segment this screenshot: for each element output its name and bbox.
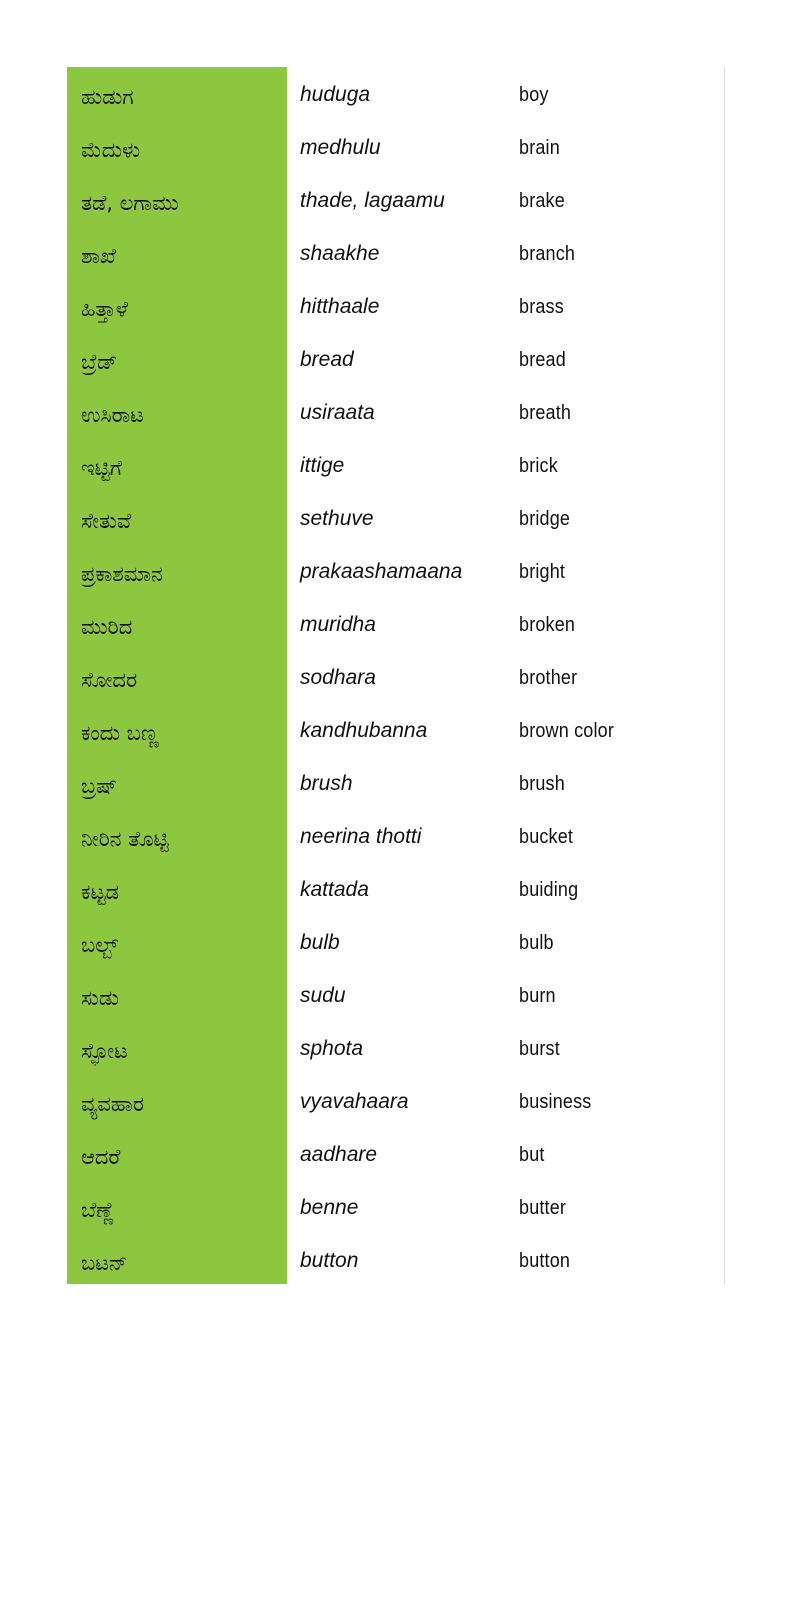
transliteration: sethuve [300,507,374,530]
transliteration: hitthaale [300,295,380,318]
kannada-word: ಬೆಣ್ಣೆ [81,1198,115,1222]
english-meaning: bulb [519,932,554,954]
kannada-word: ತಡೆ, ಲಗಾಮು [81,191,179,215]
table-row [67,650,725,703]
transliteration: brush [300,772,353,795]
kannada-word: ಉಸಿರಾಟ [81,403,144,427]
kannada-word: ಸುಡು [81,986,119,1010]
kannada-word: ಸೋದರ [81,668,138,692]
kannada-word: ನೀರಿನ ತೊಟ್ಟಿ [81,827,169,851]
table-row [67,862,725,915]
transliteration: aadhare [300,1143,378,1166]
kannada-word: ಬಟನ್ [81,1251,128,1275]
english-meaning: brain [519,137,560,159]
table-row [67,968,725,1021]
english-meaning: butter [519,1197,567,1219]
table-row [67,809,725,862]
vocabulary-table [67,67,725,1284]
english-meaning: boy [519,84,549,106]
table-row [67,1021,725,1074]
english-meaning: branch [519,243,576,265]
english-meaning: bucket [519,826,574,848]
table-row [67,544,725,597]
english-meaning: brother [519,667,578,689]
table-row [67,915,725,968]
kannada-word: ಹಿತ್ತಾಳೆ [81,297,128,321]
transliteration: sodhara [300,666,376,689]
english-meaning: button [519,1250,571,1272]
table-row [67,703,725,756]
kannada-word: ಬ್ರೆಡ್ [81,350,118,374]
kannada-word: ಬ್ರಷ್ [81,774,118,798]
transliteration: benne [300,1196,359,1219]
table-row [67,279,725,332]
english-meaning: brick [519,455,558,477]
english-meaning: buiding [519,879,579,901]
transliteration: muridha [300,613,376,636]
kannada-word: ಹುಡುಗ [81,85,134,109]
table-row [67,491,725,544]
table-row [67,67,725,120]
kannada-word: ಸೇತುವೆ [81,509,132,533]
kannada-word: ಸ್ಫೋಟ [81,1039,128,1063]
transliteration: kattada [300,878,369,901]
kannada-word: ಕಂದು ಬಣ್ಣ [81,721,159,745]
kannada-word: ಪ್ರಕಾಶಮಾನ [81,562,163,586]
english-meaning: brass [519,296,564,318]
english-meaning: bread [519,349,566,371]
transliteration: thade, lagaamu [300,189,445,212]
table-row [67,332,725,385]
table-row [67,756,725,809]
kannada-word: ಆದರೆ [81,1145,121,1169]
kannada-word: ಕಟ್ಟಡ [81,880,120,904]
kannada-word: ಮುರಿದ [81,615,133,639]
kannada-word: ಬಲ್ಬ್ [81,933,119,957]
table-row [67,597,725,650]
table-row [67,1074,725,1127]
kannada-word: ಮೆದುಳು [81,138,141,162]
transliteration: button [300,1249,359,1272]
transliteration: ittige [300,454,345,477]
kannada-word: ಇಟ್ಟಿಗೆ [81,456,123,480]
transliteration: huduga [300,83,371,106]
transliteration: kandhubanna [300,719,428,742]
english-meaning: breath [519,402,572,424]
english-meaning: bright [519,561,566,583]
transliteration: vyavahaara [300,1090,409,1113]
transliteration: sphota [300,1037,364,1060]
transliteration: shaakhe [300,242,380,265]
english-meaning: burn [519,985,556,1007]
transliteration: medhulu [300,136,381,159]
table-row [67,226,725,279]
table-row [67,385,725,438]
table-row [67,173,725,226]
transliteration: bread [300,348,354,371]
transliteration: bulb [300,931,340,954]
english-meaning: brake [519,190,565,212]
transliteration: usiraata [300,401,375,424]
vocabulary-rows [67,67,725,1286]
english-meaning: burst [519,1038,560,1060]
english-meaning: brush [519,773,565,795]
english-meaning: broken [519,614,576,636]
transliteration: neerina thotti [300,825,422,848]
table-row [67,1180,725,1233]
table-row [67,438,725,491]
english-meaning: brown color [519,720,615,742]
english-meaning: bridge [519,508,571,530]
transliteration: prakaashamaana [300,560,463,583]
kannada-word: ಶಾಖೆ [81,244,117,268]
table-row [67,120,725,173]
transliteration: sudu [300,984,346,1007]
kannada-word: ವ್ಯವಹಾರ [81,1092,144,1116]
english-meaning: business [519,1091,592,1113]
table-row [67,1127,725,1180]
table-row [67,1233,725,1286]
english-meaning: but [519,1144,545,1166]
